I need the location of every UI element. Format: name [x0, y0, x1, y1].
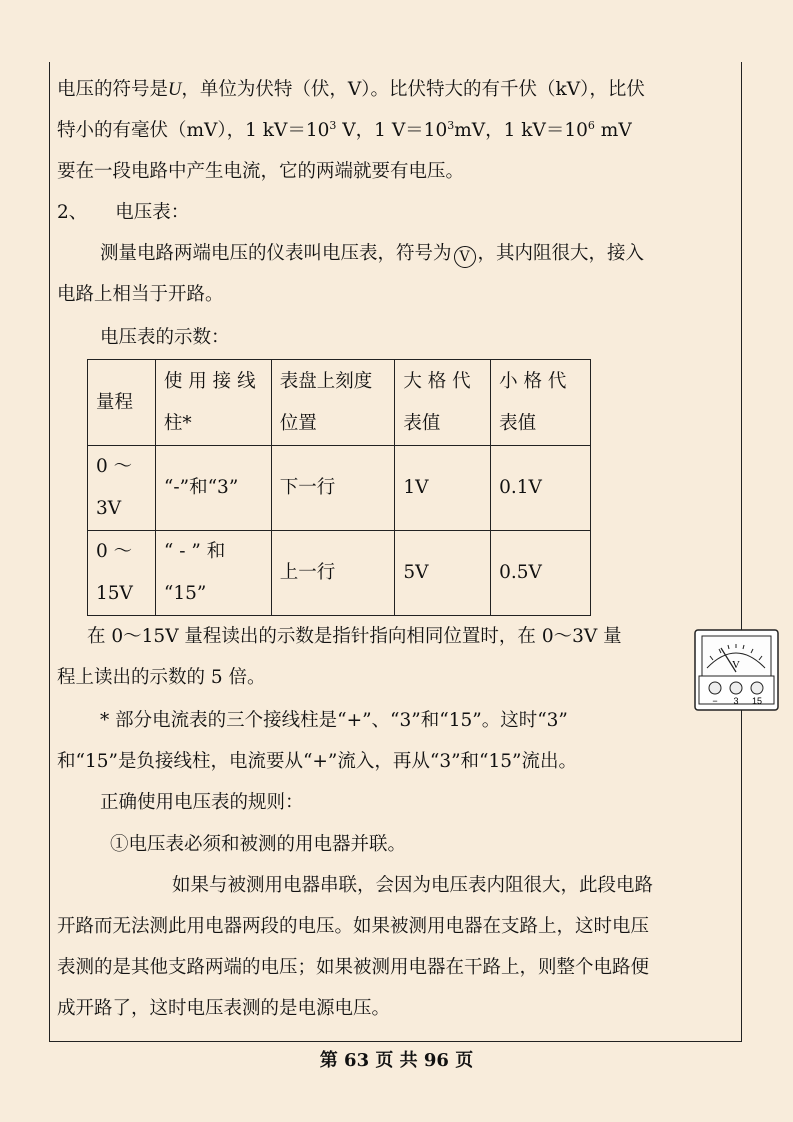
cell-text: 使 用 接 线	[163, 370, 256, 392]
table-header-row	[88, 360, 591, 446]
table-cell	[395, 446, 491, 531]
cell-text: 量程	[96, 391, 134, 413]
table-cell	[491, 446, 591, 531]
cell-text: “ - ” 和	[163, 541, 226, 562]
cell-text: “-”和“3”	[163, 477, 239, 498]
table-row	[88, 531, 591, 616]
cell-text: 表值	[499, 412, 537, 434]
table-cell	[88, 531, 156, 616]
text-line-17: 成开路了，这时电压表测的是电源电压。	[57, 998, 391, 1019]
voltmeter-symbol-icon: V	[454, 246, 476, 268]
terminal-15-label: 15	[751, 696, 763, 706]
cell-text: 15V	[96, 583, 133, 604]
text-line-2: 特小的有毫伏（mV），1 $kV=10^3$ V，1 $V=10^3mV$，1 $kV=10^6$ mV	[57, 119, 632, 141]
cell-text: 3V	[96, 498, 122, 519]
cell-text: 位置	[279, 412, 317, 434]
text-line-6: 电路上相当于开路。	[57, 284, 224, 305]
cell-text: 1V	[403, 477, 429, 498]
text-line-10: * 部分电流表的三个接线柱是“+”、“3”和“15”。这时“3”	[100, 710, 568, 731]
text-line-14: 如果与被测用电器串联，会因为电压表内阻很大，此段电路	[172, 875, 654, 896]
cell-text: 0 ～	[96, 456, 133, 477]
section-heading: 2、 电压表：	[57, 202, 190, 223]
cell-text: 上一行	[279, 562, 336, 583]
rules-heading: 正确使用电压表的规则：	[100, 792, 304, 813]
cell-text: 5V	[403, 562, 429, 583]
table-cell	[491, 531, 591, 616]
table-cell	[271, 531, 395, 616]
cell-text: 表盘上刻度	[279, 370, 373, 392]
cell-text: 0 ～	[96, 541, 133, 562]
cell-text: 柱*	[163, 412, 192, 434]
cell-text: 0.5V	[499, 562, 542, 583]
cell-text: “15”	[163, 583, 207, 604]
table-row	[88, 446, 591, 531]
table-cell	[271, 446, 395, 531]
table-cell	[88, 446, 156, 531]
voltmeter-illustration	[693, 628, 780, 712]
terminal-minus-label: −	[712, 696, 718, 706]
table-cell	[395, 531, 491, 616]
text-line-8: 在 0～15V 量程读出的示数是指针指向相同位置时，在 0～3V 量	[87, 626, 622, 647]
text-line-5: 测量电路两端电压的仪表叫电压表，符号为 V ，其内阻很大，接入	[100, 242, 644, 268]
cell-text: 小 格 代	[499, 370, 567, 392]
table-header-cell	[271, 360, 395, 446]
terminal-3-label: 3	[733, 696, 739, 706]
text-line-9: 程上读出的示数的 5 倍。	[57, 667, 266, 688]
table-header-cell	[491, 360, 591, 446]
text-line-15: 开路而无法测此用电器两段的电压。如果被测用电器在支路上，这时电压	[57, 916, 650, 937]
text-line-1: 电压的符号是U，单位为伏特（伏，V）。比伏特大的有千伏（kV），比伏	[57, 79, 645, 100]
table-cell	[155, 446, 271, 531]
voltmeter-range-table	[87, 359, 591, 616]
text-line-3: 要在一段电路中产生电流，它的两端就要有电压。	[57, 161, 465, 182]
text-line-16: 表测的是其他支路两端的电压；如果被测用电器在干路上，则整个电路便	[57, 957, 650, 978]
rule-1: ①电压表必须和被测的用电器并联。	[110, 834, 407, 855]
table-caption: 电压表的示数：	[100, 327, 230, 348]
cell-text: 0.1V	[499, 477, 542, 498]
cell-text: 表值	[403, 412, 441, 434]
table-header-cell	[88, 360, 156, 446]
table-cell	[155, 531, 271, 616]
cell-text: 大 格 代	[403, 370, 471, 392]
table-header-cell	[395, 360, 491, 446]
dial-label: V	[732, 659, 740, 671]
page-number-footer: 第 63 页 共 96 页	[319, 1050, 474, 1071]
text-line-11: 和“15”是负接线柱，电流要从“+”流入，再从“3”和“15”流出。	[57, 751, 578, 772]
cell-text: 下一行	[279, 477, 336, 498]
table-header-cell	[155, 360, 271, 446]
